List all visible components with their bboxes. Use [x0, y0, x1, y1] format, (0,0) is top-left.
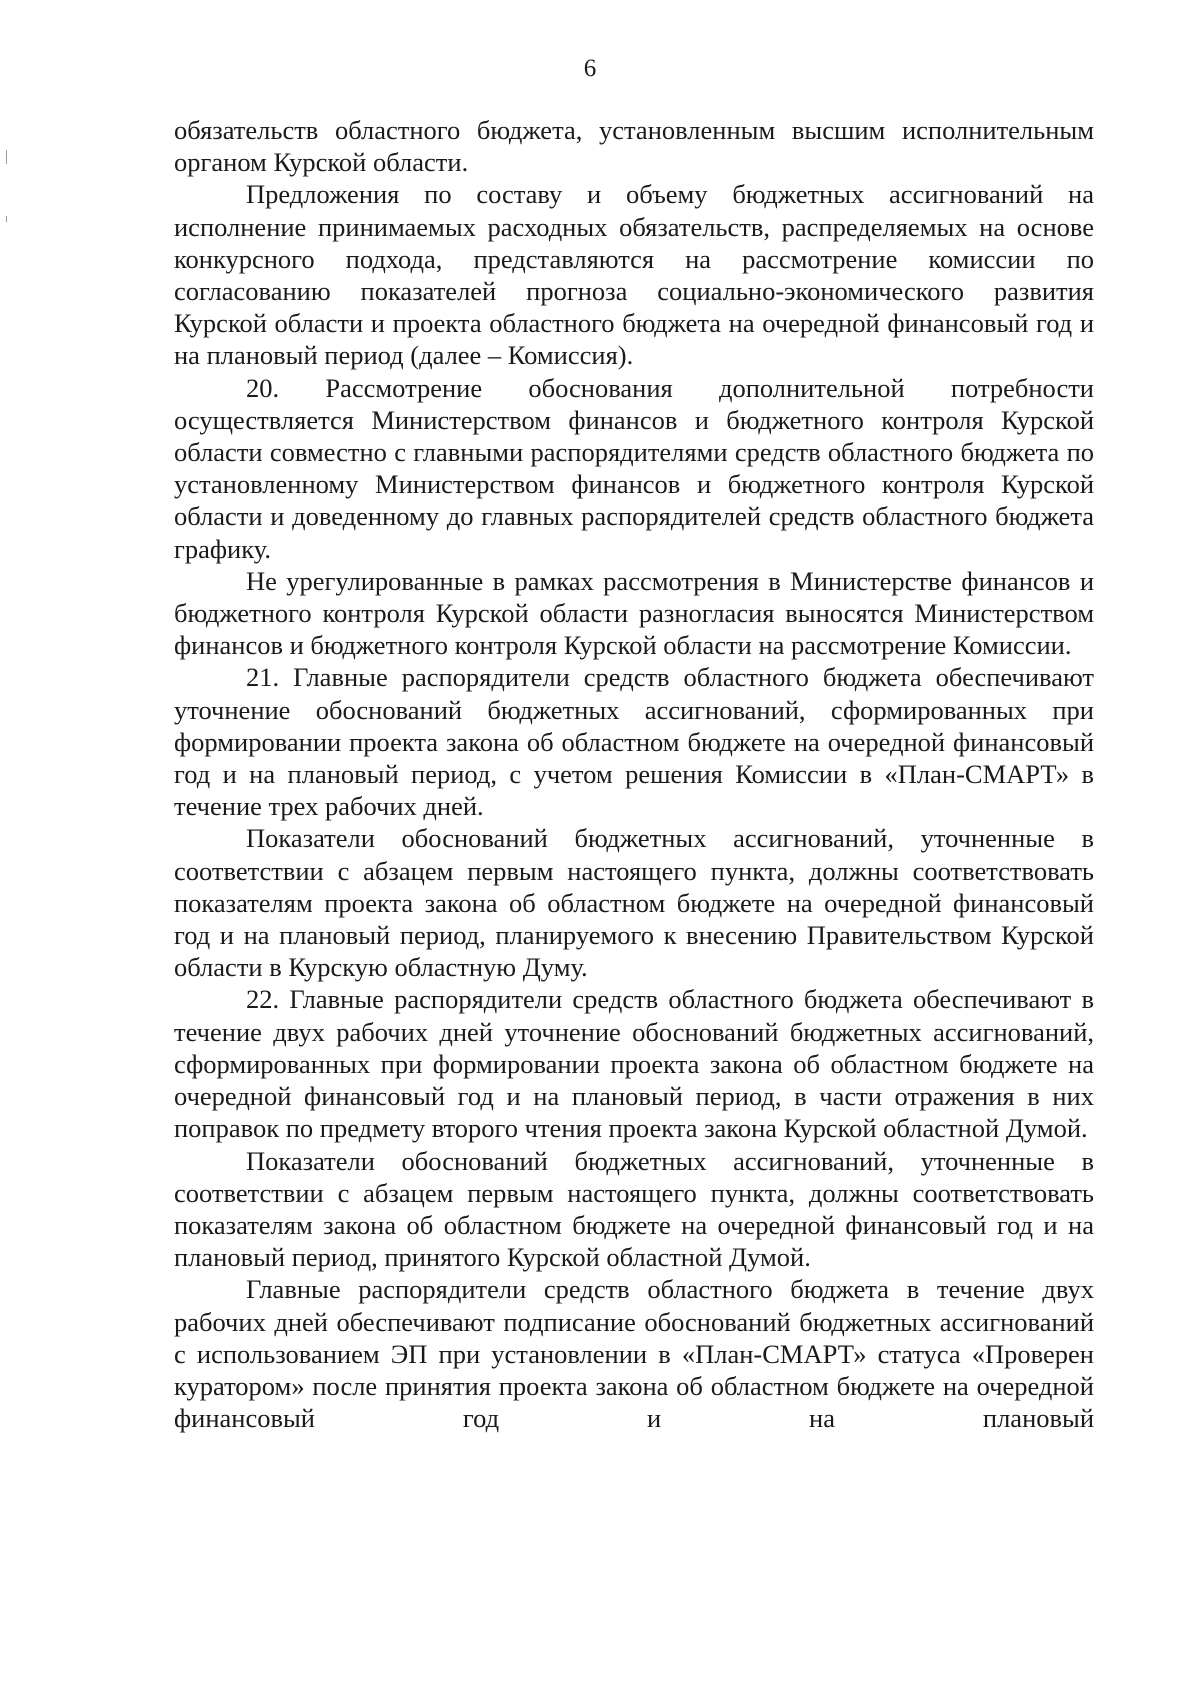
paragraph: Показатели обоснований бюджетных ассигнований, уточненные в соответствии с абзацем первым настоящего пункта, должны соответствовать показателям закона об областном бюджете на очередной финансовый год и на плановый период, принятого Курской областной Думой.: [174, 1145, 1094, 1273]
scan-artifact-mark: [6, 150, 7, 164]
page-number: 6: [583, 55, 597, 82]
document-body: [174, 114, 1094, 1434]
paragraph: 21. Главные распорядители средств областного бюджета обеспечивают уточнение обоснований бюджетных ассигнований, сформированных при формировании проекта закона об областном бюджете на очередной финансовый год и на плановый период, с учетом решения Комиссии в «План-СМАРТ» в течение трех рабочих дней.: [174, 662, 1094, 822]
paragraph: Предложения по составу и объему бюджетных ассигнований на исполнение принимаемых расходных обязательств, распределяемых на основе конкурсного подхода, представляются на рассмотрение комиссии по согласованию показателей прогноза социально-экономического развития Курской области и проекта областного бюджета на очередной финансовый год и на плановый период (далее – Комиссия).: [174, 179, 1094, 371]
paragraph: 20. Рассмотрение обоснования дополнительной потребности осуществляется Министерством финансов и бюджетного контроля Курской области совместно с главными распорядителями средств областного бюджета по установленному Министерством финансов и бюджетного контроля Курской области и доведенному до главных распорядителей средств областного бюджета графику.: [174, 372, 1094, 564]
paragraph: обязательств областного бюджета, установленным высшим исполнительным органом Курской области.: [174, 115, 1094, 178]
paragraph: 22. Главные распорядители средств областного бюджета обеспечивают в течение двух рабочих дней уточнение обоснований бюджетных ассигнований, сформированных при формировании проекта закона об областном бюджете на очередной финансовый год и на плановый период, в части отражения в них поправок по предмету второго чтения проекта закона Курской областной Думой.: [174, 984, 1094, 1144]
paragraph: Не урегулированные в рамках рассмотрения в Министерстве финансов и бюджетного контроля Курской области разногласия выносятся Министерством финансов и бюджетного контроля Курской области на рассмотрение Комиссии.: [174, 565, 1094, 661]
paragraph: Показатели обоснований бюджетных ассигнований, уточненные в соответствии с абзацем первым настоящего пункта, должны соответствовать показателям проекта закона об областном бюджете на очередной финансовый год и на плановый период, планируемого к внесению Правительством Курской области в Курскую областную Думу.: [174, 823, 1094, 983]
paragraph: Главные распорядители средств областного бюджета в течение двух рабочих дней обеспечивают подписание обоснований бюджетных ассигнований с использованием ЭП при установлении в «План-СМАРТ» статуса «Проверен куратором» после принятия проекта закона об областном бюджете на очередной финансовый год и на плановый: [174, 1274, 1094, 1434]
scan-artifact-mark: [6, 216, 7, 222]
